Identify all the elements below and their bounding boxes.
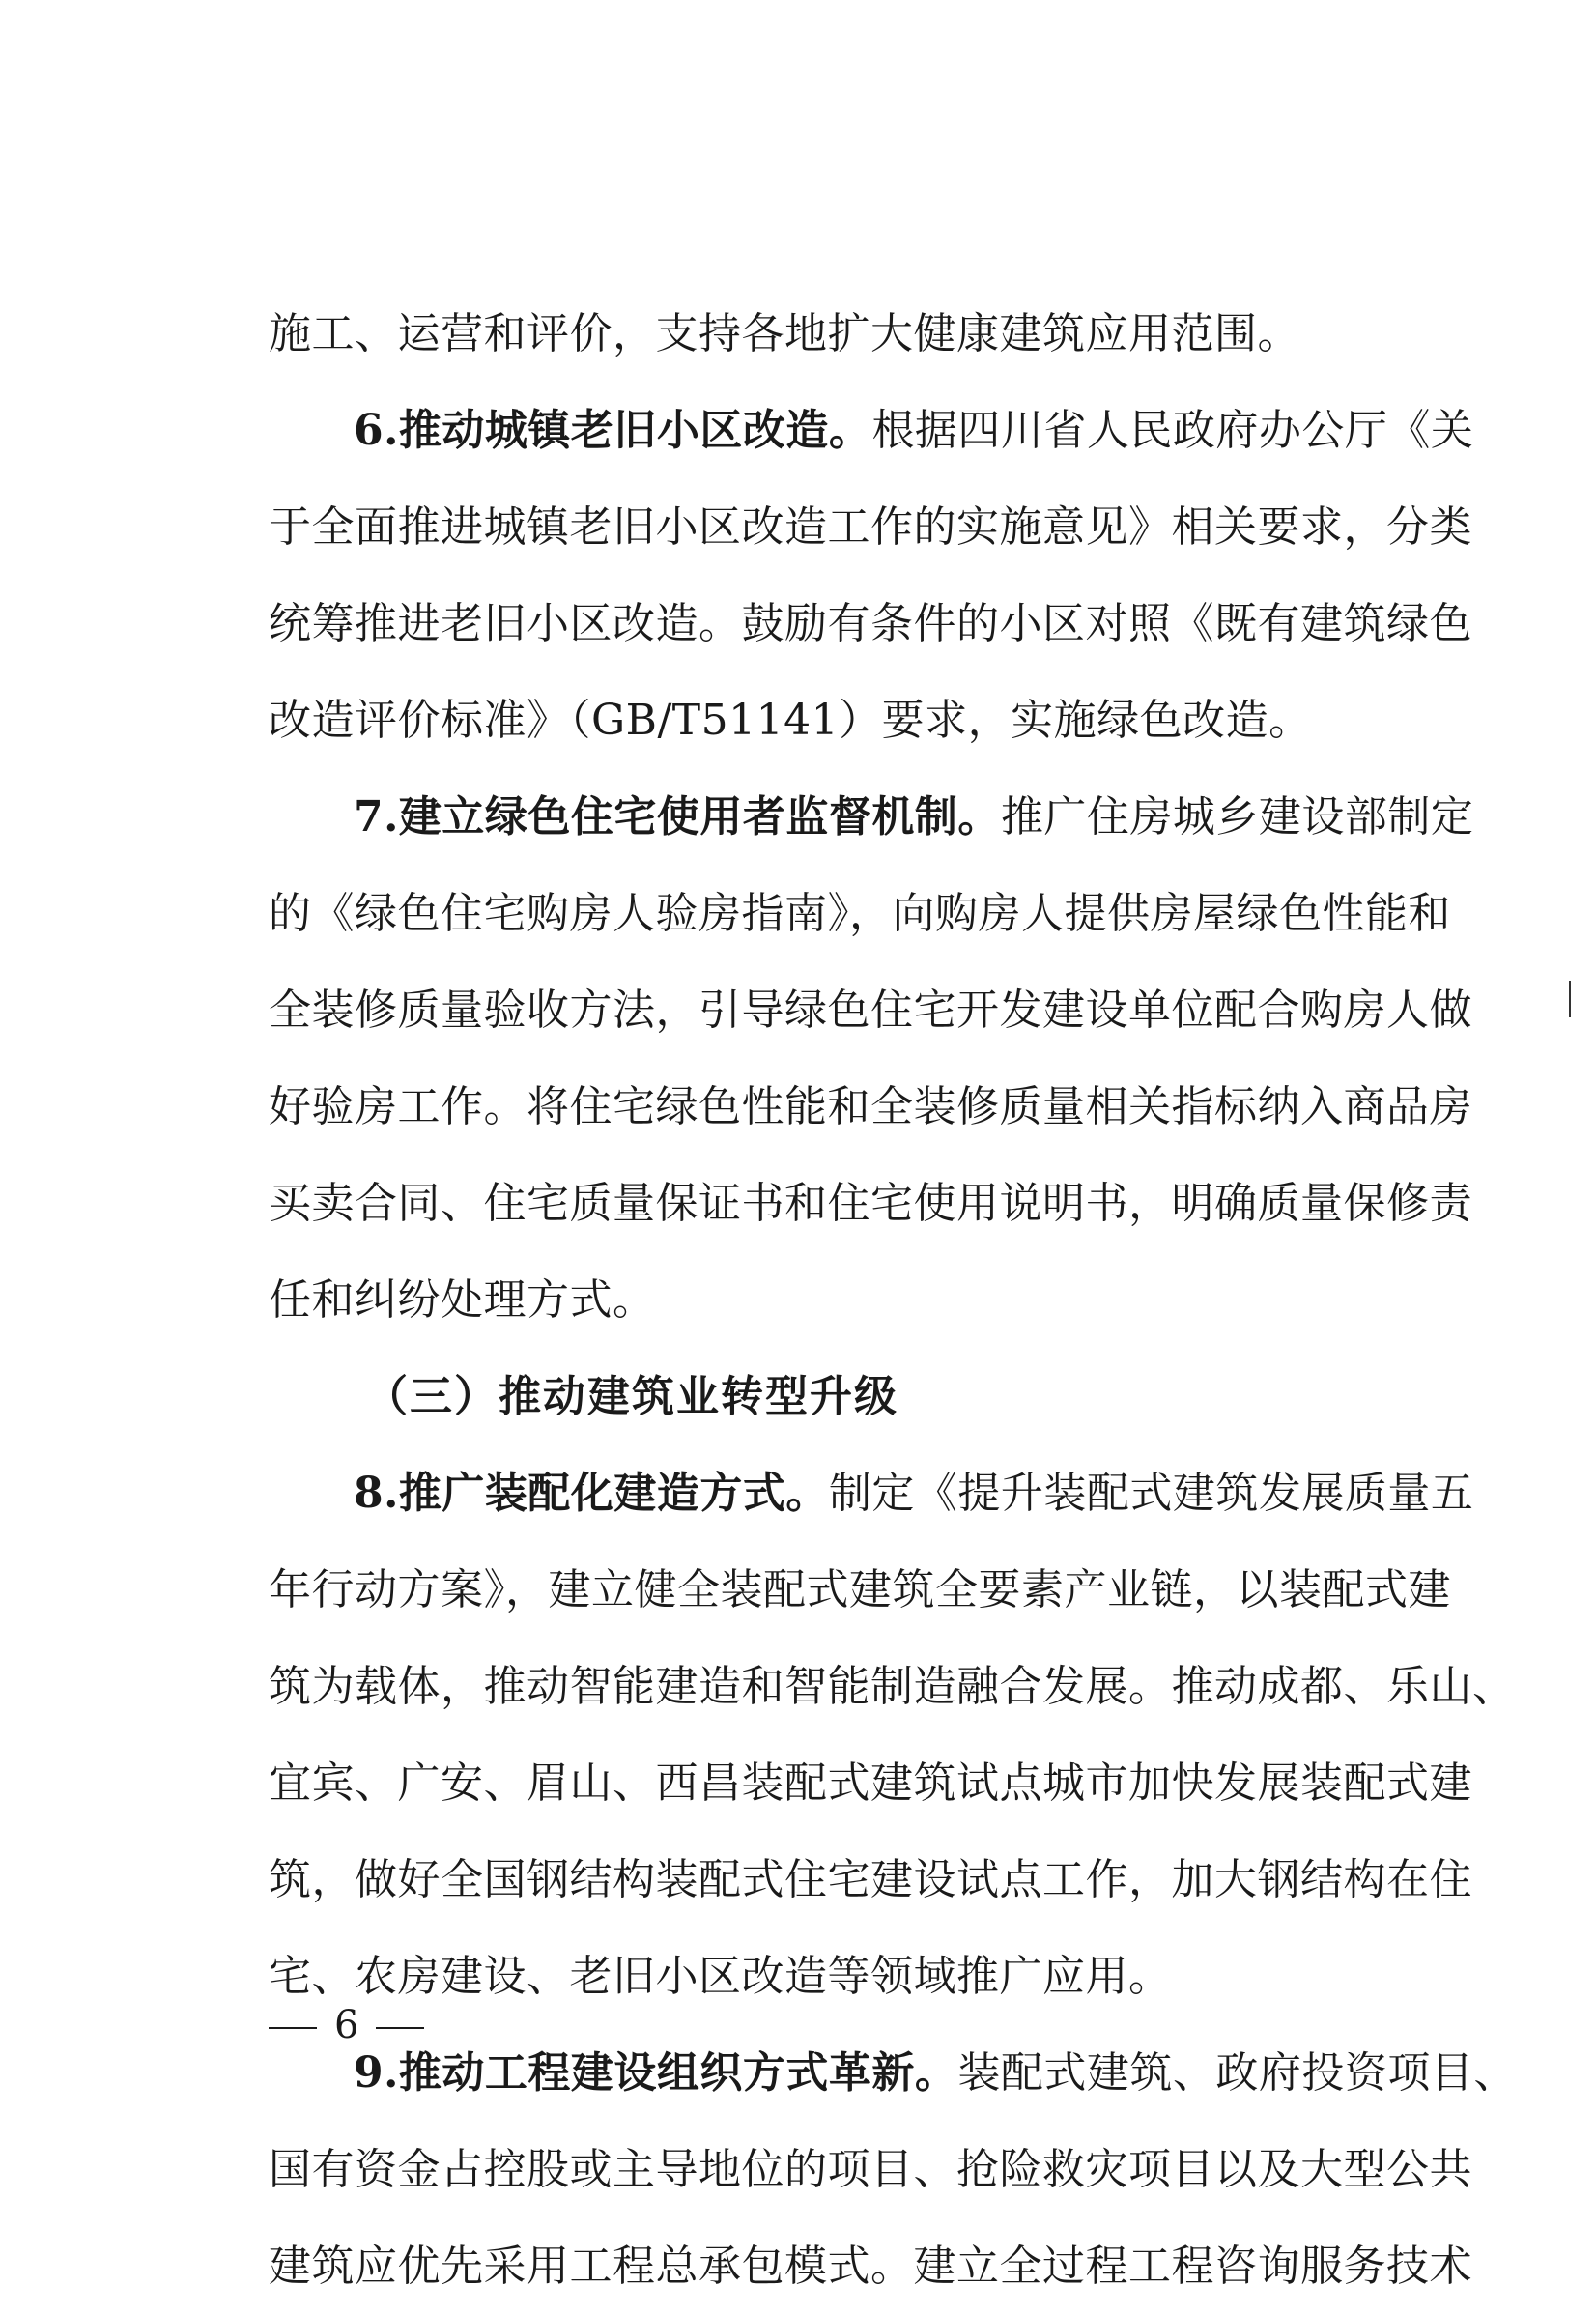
item-text: 装配式建筑、政府投资项目、 bbox=[957, 2048, 1517, 2098]
paragraph-line: 于全面推进城镇老旧小区改造工作的实施意见》相关要求，分类 bbox=[269, 502, 1472, 552]
item-text: 推广住房城乡建设部制定 bbox=[1000, 792, 1474, 842]
section-heading: （三）推动建筑业转型升级 bbox=[365, 1372, 898, 1421]
paragraph-line: 统筹推进老旧小区改造。鼓励有条件的小区对照《既有建筑绿色 bbox=[269, 599, 1472, 648]
paragraph-first-line bbox=[269, 2025, 1517, 2122]
paragraph-line: 改造评价标准》（GB/T51141）要求，实施绿色改造。 bbox=[269, 696, 1312, 745]
page-number-right-dash bbox=[376, 2027, 424, 2029]
page-number-left-dash bbox=[269, 2027, 317, 2029]
paragraph-line: 全装修质量验收方法，引导绿色住宅开发建设单位配合购房人做 bbox=[269, 986, 1472, 1035]
page-number bbox=[269, 1996, 424, 2054]
paragraph-line: 宅、农房建设、老旧小区改造等领域推广应用。 bbox=[269, 1952, 1172, 2001]
paragraph-line: 的《绿色住宅购房人验房指南》，向购房人提供房屋绿色性能和 bbox=[269, 889, 1451, 938]
paragraph-first-line bbox=[269, 769, 1474, 866]
paragraph-line: 建筑应优先采用工程总承包模式。建立全过程工程咨询服务技术 bbox=[269, 2242, 1472, 2291]
item-text: 根据四川省人民政府办公厅《关 bbox=[871, 406, 1474, 455]
paragraph-line: 国有资金占控股或主导地位的项目、抢险救灾项目以及大型公共 bbox=[269, 2145, 1472, 2194]
page-number-value: 6 bbox=[334, 2003, 359, 2047]
paragraph-line: 筑，做好全国钢结构装配式住宅建设试点工作，加大钢结构在住 bbox=[269, 1855, 1472, 1904]
paragraph-line: 任和纠纷处理方式。 bbox=[269, 1275, 656, 1325]
paragraph-line: 好验房工作。将住宅绿色性能和全装修质量相关指标纳入商品房 bbox=[269, 1082, 1472, 1131]
scan-artifact-mark bbox=[1569, 981, 1571, 1017]
document-body bbox=[269, 286, 1517, 2315]
paragraph-line: 宜宾、广安、眉山、西昌装配式建筑试点城市加快发展装配式建 bbox=[269, 1758, 1472, 1808]
item-heading: 7.建立绿色住宅使用者监督机制。 bbox=[354, 792, 1001, 842]
item-heading: 6.推动城镇老旧小区改造。 bbox=[354, 406, 872, 455]
paragraph-line: 年行动方案》，建立健全装配式建筑全要素产业链，以装配式建 bbox=[269, 1565, 1451, 1615]
paragraph-line: 买卖合同、住宅质量保证书和住宅使用说明书，明确质量保修责 bbox=[269, 1179, 1472, 1228]
item-heading: 9.推动工程建设组织方式革新。 bbox=[354, 2048, 958, 2098]
item-heading: 8.推广装配化建造方式。 bbox=[354, 1469, 829, 1518]
paragraph-first-line bbox=[269, 1445, 1474, 1542]
paragraph-line: 筑为载体，推动智能建造和智能制造融合发展。推动成都、乐山、 bbox=[269, 1662, 1516, 1711]
paragraph-line: 施工、运营和评价，支持各地扩大健康建筑应用范围。 bbox=[269, 309, 1300, 358]
paragraph-first-line bbox=[269, 383, 1474, 479]
item-text: 制定《提升装配式建筑发展质量五 bbox=[828, 1469, 1474, 1518]
